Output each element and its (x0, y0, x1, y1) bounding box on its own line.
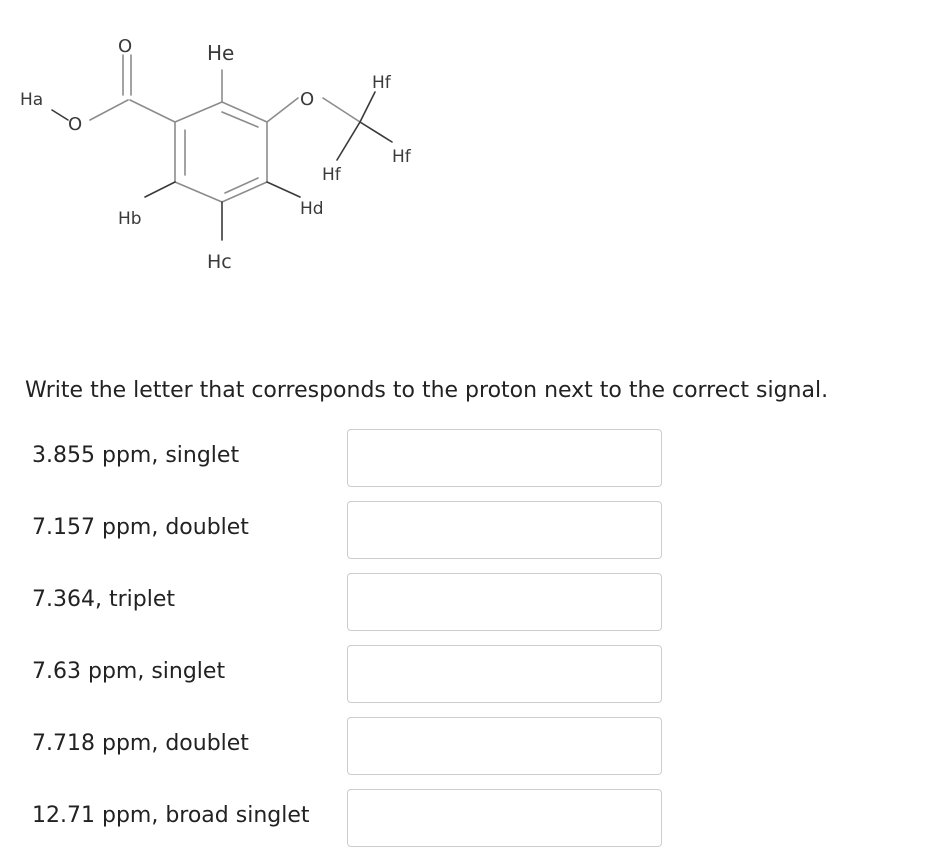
carboxyl-group (52, 55, 175, 122)
ha-label: Ha (20, 90, 44, 110)
signal-label: 7.718 ppm, doublet (32, 731, 249, 756)
hf-right-label: Hf (392, 147, 411, 167)
hf-top-label: Hf (372, 73, 391, 93)
answer-input[interactable] (347, 789, 662, 847)
answer-input[interactable] (347, 717, 662, 775)
answer-input[interactable] (347, 429, 662, 487)
hd-label: Hd (300, 199, 324, 219)
answer-input[interactable] (347, 573, 662, 631)
benzene-ring (175, 102, 267, 202)
question-prompt: Write the letter that corresponds to the proton next to the correct signal. (25, 378, 829, 403)
signal-label: 12.71 ppm, broad singlet (32, 803, 310, 828)
o-ether-label: O (300, 89, 315, 110)
hc-label: Hc (207, 251, 232, 273)
answer-input[interactable] (347, 645, 662, 703)
signal-label: 3.855 ppm, singlet (32, 443, 240, 468)
hd-bond (267, 182, 300, 197)
signal-label: 7.157 ppm, doublet (32, 515, 249, 540)
methoxy-group (267, 92, 392, 160)
hf-lower-label: Hf (322, 165, 341, 185)
hb-label: Hb (118, 209, 142, 229)
signal-label: 7.63 ppm, singlet (32, 659, 226, 684)
o-carbonyl-label: O (118, 36, 133, 57)
molecule-structure (0, 0, 460, 300)
o-hydroxyl-label: O (68, 114, 83, 135)
answer-input[interactable] (347, 501, 662, 559)
he-label: He (207, 41, 235, 65)
signal-label: 7.364, triplet (32, 587, 175, 612)
hb-bond (145, 182, 175, 197)
